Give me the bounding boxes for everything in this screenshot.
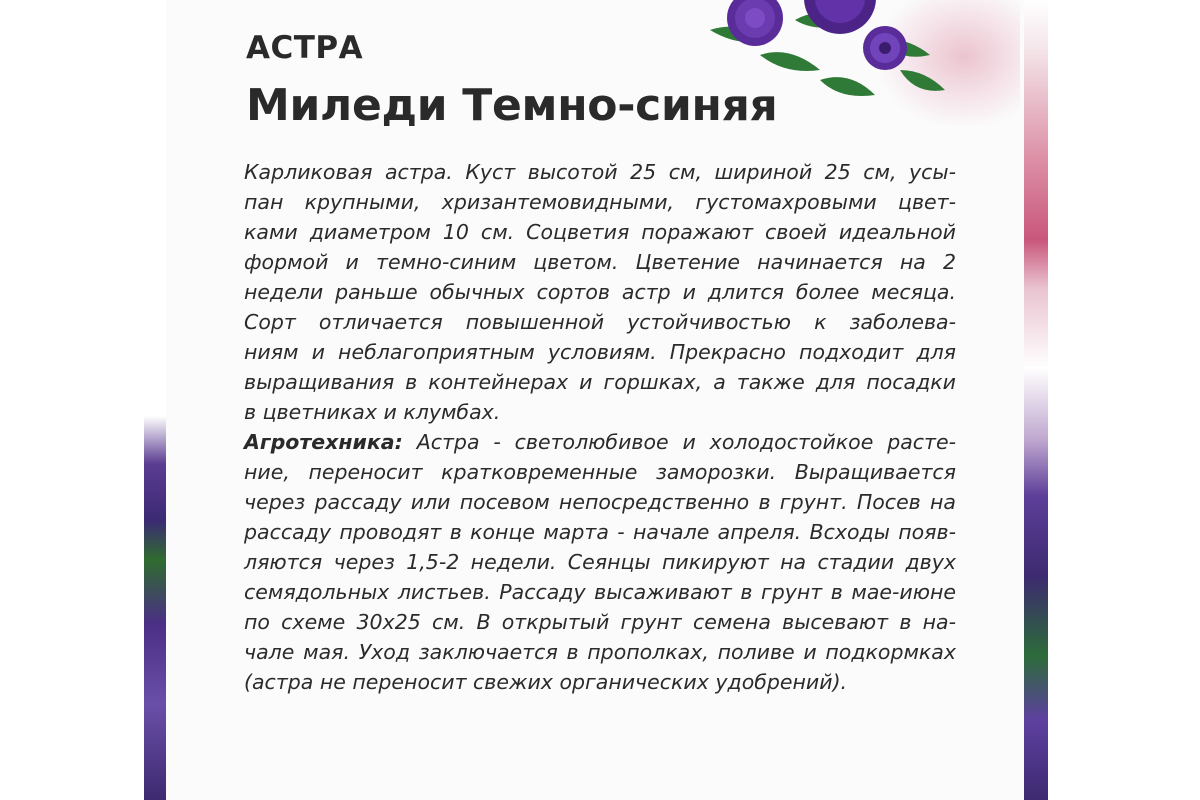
agrotechnics-line: ние, переносит кратковременные заморозки. Выращивается [244,460,956,484]
right-flower-photo-strip [1024,0,1048,800]
agrotechnics-label: Агротехника: [244,430,403,454]
agrotechnics-line: по схеме 30х25 см. В открытый грунт семена высевают в на- [244,610,956,634]
agrotechnics-line: (астра не переносит свежих органических удобрений). [244,670,848,694]
description-line: ками диаметром 10 см. Соцветия поражают своей идеальной [244,220,956,244]
description-line: Сорт отличается повышенной устойчивостью к заболева- [244,310,956,334]
description-block [244,157,956,697]
left-flower-photo-strip [144,0,166,800]
description-line: ниям и неблагоприятным условиям. Прекрасно подходит для [244,340,956,364]
agrotechnics-line: через рассаду или посевом непосредственно в грунт. Посев на [244,490,956,514]
agrotechnics-line: рассаду проводят в конце марта - начале апреля. Всходы появ- [244,520,956,544]
description-line: в цветниках и клумбах. [244,400,501,424]
description-line: пан крупными, хризантемовидными, густомахровыми цвет- [244,190,956,214]
description-line: Карликовая астра. Куст высотой 25 см, шириной 25 см, усы- [244,160,956,184]
agrotechnics-line: семядольных листьев. Рассаду высаживают в грунт в мае-июне [244,580,956,604]
description-line: выращивания в контейнерах и горшках, а также для посадки [244,370,956,394]
description-line: формой и темно-синим цветом. Цветение начинается на 2 [244,250,956,274]
variety-title: Миледи Темно-синяя [246,80,778,131]
agrotechnics-text: Астра - светолюбивое и холодостойкое расте- [402,430,956,454]
agrotechnics-first-line [244,427,956,457]
brand-label: АСТРА [246,30,364,66]
agrotechnics-line: ляются через 1,5-2 недели. Сеянцы пикируют на стадии двух [244,550,956,574]
description-line: недели раньше обычных сортов астр и длится более месяца. [244,280,956,304]
agrotechnics-line: чале мая. Уход заключается в прополках, поливе и подкормках [244,640,956,664]
